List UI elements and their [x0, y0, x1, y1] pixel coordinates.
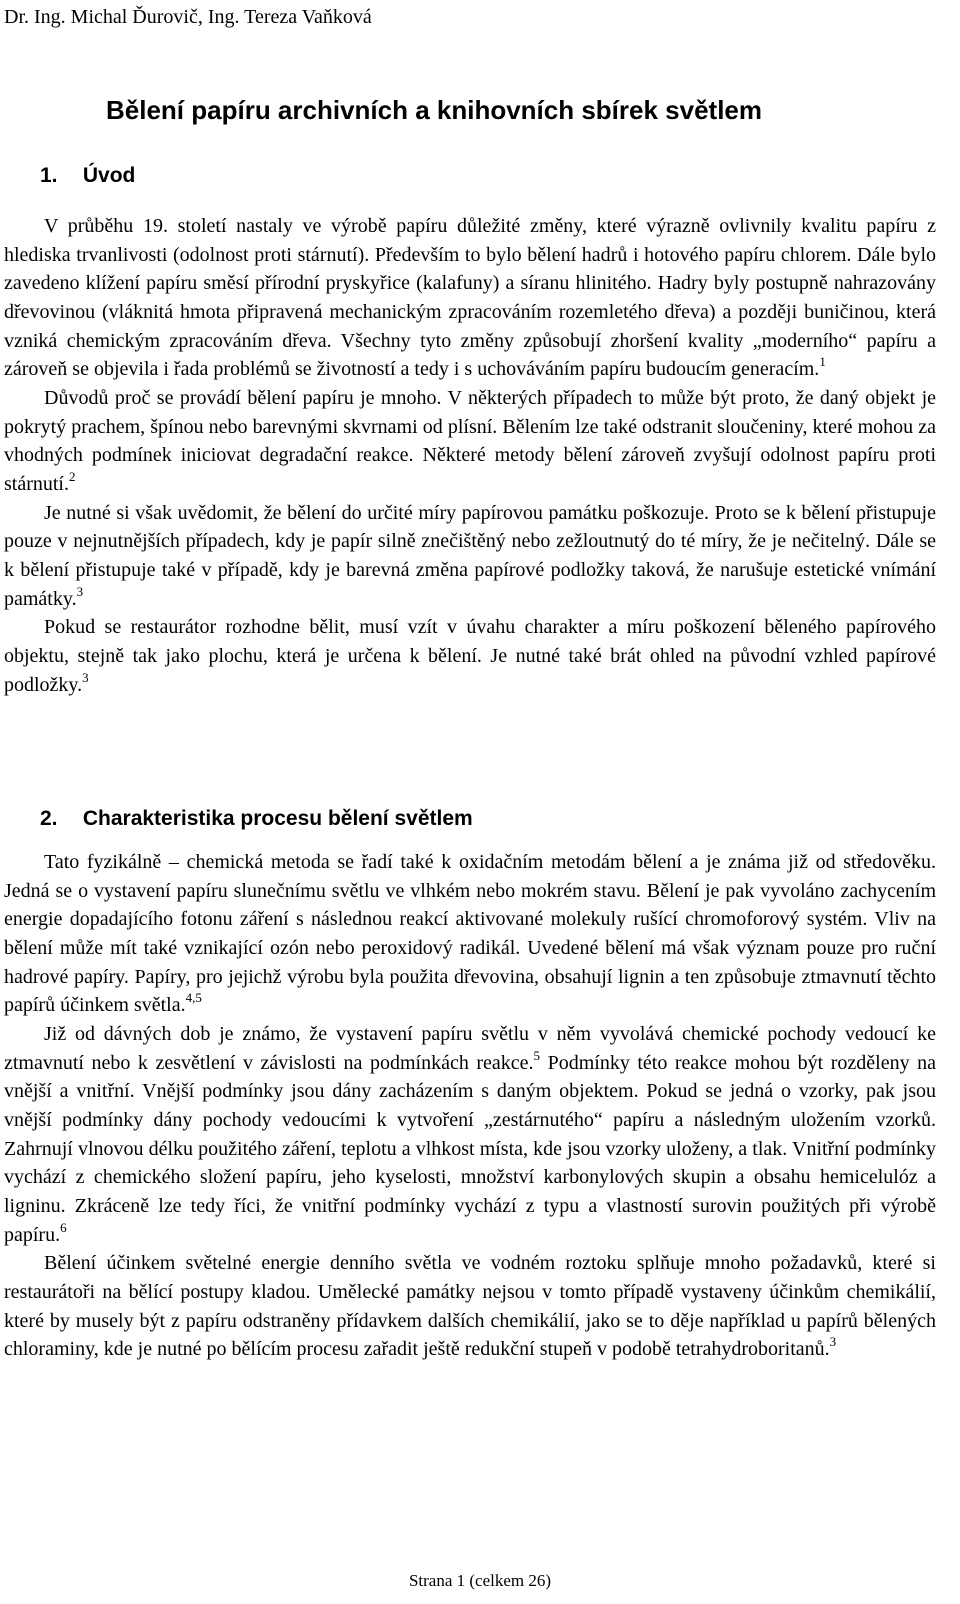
document-title: Bělení papíru archivních a knihovních sbírek světlem	[106, 95, 763, 125]
paragraph	[4, 1020, 936, 1249]
paragraph	[4, 848, 936, 1020]
paragraph	[4, 212, 936, 384]
paragraph-text: Již od dávných dob je známo, že vystavení papíru světlu v něm vyvolává chemické pochody vedoucí ke ztmavnutí nebo k zesvětlení v závislosti na podmínkách reakce.	[4, 1022, 936, 1074]
paragraph	[4, 613, 936, 699]
footnote-ref: 1	[819, 354, 826, 370]
authors-header: Dr. Ing. Michal Ďurovič, Ing. Tereza Vaňková	[4, 6, 372, 28]
paragraph-text: Důvodů proč se provádí bělení papíru je mnoho. V některých případech to může být proto, že daný objekt je pokrytý prachem, špínou nebo barevnými skvrnami od plísní. Bělením lze také odstranit sloučeniny, které mohou za vhodných podmínek iniciovat degradační reakce. Některé metody bělení zároveň zvyšují odolnost papíru proti stárnutí.	[4, 386, 936, 495]
paragraph-text: Pokud se restaurátor rozhodne bělit, musí vzít v úvahu charakter a míru poškození běleného papírového objektu, stejně tak jako plochu, která je určena k bělení. Je nutné také brát ohled na původní vzhled papírové podložky.	[4, 616, 936, 696]
paragraph-text: Je nutné si však uvědomit, že bělení do určité míry papírovou památku poškozuje. Proto se k bělení přistupuje pouze v nejnutnějších případech, kdy je papír silně znečištěný nebo zežloutnutý do té míry, že je nečitelný. Dále se k bělení přistupuje také v případě, kdy je barevná změna papírové podložky taková, že narušuje estetické vnímání památky.	[4, 501, 936, 610]
paragraph	[4, 1249, 936, 1364]
footnote-ref: 3	[76, 583, 84, 599]
section-heading-intro	[40, 163, 135, 189]
paragraph	[4, 499, 936, 614]
paragraph-text-continued: Podmínky této reakce mohou být rozděleny na vnější a vnitřní. Vnější podmínky jsou dány zacházením s daným objektem. Pokud se jedná o vzorky, pak jsou vnější podmínky dány pochody vedoucími k vytvoření „zestárnutého“ papíru a následným uložením vzorků. Zahrnují vlnovou délku použitého záření, teplotu a vlhkost místa, kde jsou vzorky uloženy, a tlak. Vnitřní podmínky vychází z chemického složení papíru, jeho kyselosti, množství karbonylových skupin a obsahu hemicelulóz a ligninu. Zkráceně lze tedy říci, že vnitřní podmínky vychází z typu a vlastností surovin použitých při výrobě papíru.	[4, 1051, 937, 1246]
section-title: Úvod	[82, 164, 136, 187]
section-heading-characteristics	[40, 806, 473, 832]
footnote-ref: 5	[533, 1047, 541, 1063]
section-body-intro	[4, 212, 936, 699]
paragraph	[4, 384, 936, 499]
section-body-characteristics	[4, 848, 936, 1364]
paragraph-text: V průběhu 19. století nastaly ve výrobě papíru důležité změny, které výrazně ovlivnily kvalitu papíru z hlediska trvanlivosti (odolnost proti stárnutí). Především to bylo bělení hadrů i hotového papíru chlorem. Dále bylo zavedeno klížení papíru směsí přírodní pryskyřice (kalafuny) a síranu hlinitého. Hadry byly postupně nahrazovány dřevovinou (vláknitá hmota připravená mechanickým zpracováním rozemletého dřeva) a později buničinou, která vzniká chemickým zpracováním dřeva. Všechny tyto změny způsobují zhoršení kvality „moderního“ papíru a zároveň se objevila i řada problémů se životností a tedy i s uchováváním papíru budoucím generacím.	[4, 215, 936, 381]
footnote-ref: 2	[69, 468, 76, 484]
footnote-ref: 4,5	[185, 990, 202, 1006]
section-number: 1.	[40, 164, 58, 187]
footnote-ref: 6	[60, 1219, 67, 1235]
page-footer: Strana 1 (celkem 26)	[408, 1571, 552, 1590]
section-title: Charakteristika procesu bělení světlem	[82, 807, 473, 830]
footnote-ref: 3	[82, 669, 89, 685]
section-number: 2.	[40, 807, 58, 830]
footnote-ref: 3	[829, 1334, 837, 1350]
paragraph-text: Tato fyzikálně – chemická metoda se řadí také k oxidačním metodám bělení a je známa již od středověku. Jedná se o vystavení papíru slunečnímu světlu ve vlhkém nebo mokrém stavu. Bělení je pak vyvoláno zachycením energie dopadajícího fotonu záření s následnou reakcí aktivované molekuly rušící chromoforový systém. Vliv na bělení může mít také vznikající ozón nebo peroxidový radikál. Uvedené bělení má však význam pouze pro ruční hadrové papíry. Papíry, pro jejichž výrobu byla použita dřevovina, obsahují lignin a ten způsobuje ztmavnutí těchto papírů účinkem světla.	[4, 851, 936, 1017]
paragraph-text: Bělení účinkem světelné energie denního světla ve vodném roztoku splňuje mnoho požadavků, které si restaurátoři na bělící postupy kladou. Umělecké památky nejsou v tomto případě vystaveny účinkům chemikálií, které by musely být z papíru odstraněny přídavkem dalších chemikálií, jako se to děje například u papírů bělených chloraminy, kde je nutné po bělícím procesu zařadit ještě redukční stupeň v podobě tetrahydroboritanů.	[4, 1252, 936, 1361]
